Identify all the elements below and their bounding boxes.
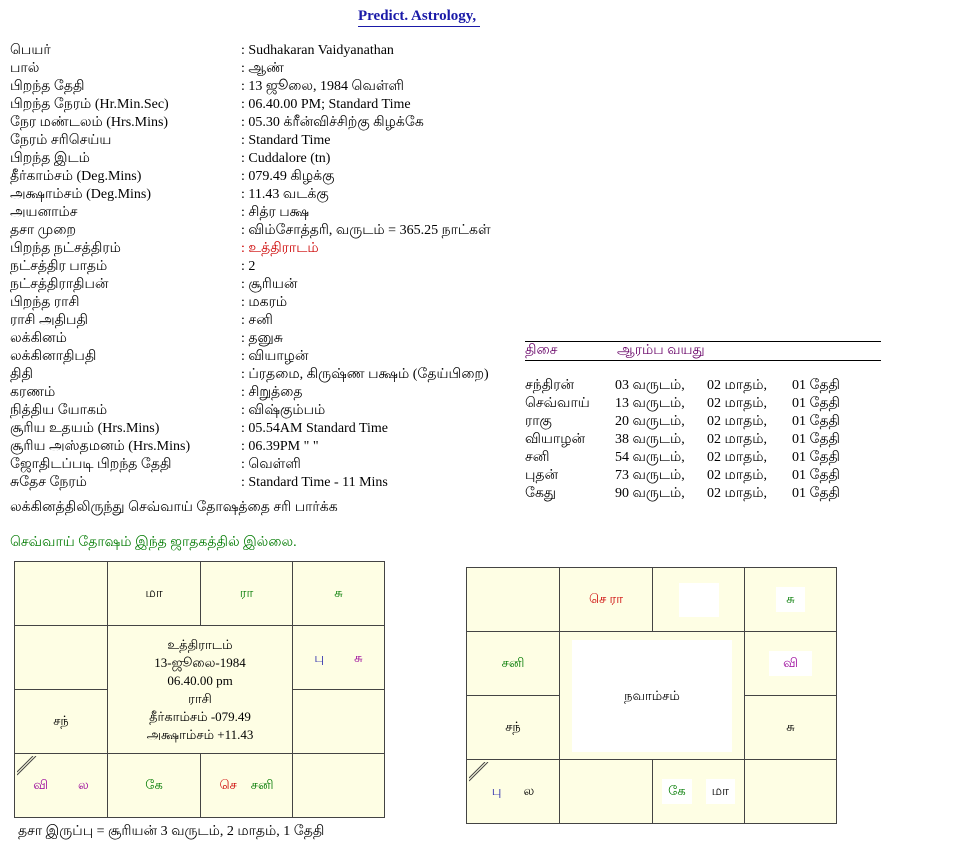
dasa-row: சந்திரன் 03 வருடம், 02 மாதம், 01 தேதி	[525, 378, 841, 393]
birth-details	[10, 42, 541, 492]
detail-row: சூரிய உதயம் (Hrs.Mins) : 05.54AM Standard Time	[10, 421, 389, 436]
detail-row: சூரிய அஸ்தமனம் (Hrs.Mins) : 06.39PM " "	[10, 439, 319, 454]
detail-row: நட்சத்திர பாதம் : 2	[10, 259, 256, 274]
detail-row: தசா முறை : விம்சோத்தரி, வருடம் = 365.25 நாட்கள்	[10, 223, 491, 238]
detail-row: ராசி அதிபதி : சனி	[10, 313, 273, 328]
navamsa-house	[559, 759, 653, 824]
dasa-row: வியாழன் 38 வருடம், 02 மாதம், 01 தேதி	[525, 432, 841, 447]
dasa-row: புதன் 73 வருடம், 02 மாதம், 01 தேதி	[525, 468, 841, 483]
detail-row: நட்சத்திராதிபன் : சூரியன்	[10, 277, 298, 292]
detail-row: ஜோதிடப்படி பிறந்த தேதி : வெள்ளி	[10, 457, 301, 472]
rasi-house: சு	[292, 561, 385, 626]
detail-row: அயனாம்ச : சித்ர பக்ஷ	[10, 205, 310, 220]
navamsa-house	[466, 567, 560, 632]
navamsa-house: கே மா	[652, 759, 745, 824]
rasi-house: சந்	[14, 689, 108, 754]
detail-row: லக்கினாதிபதி : வியாழன்	[10, 349, 309, 364]
rasi-house: பு சு	[292, 625, 385, 690]
navamsa-house: வி	[744, 631, 837, 696]
dasa-row: ராகு 20 வருடம், 02 மாதம், 01 தேதி	[525, 414, 841, 429]
detail-row: நித்திய யோகம் : விஷ்கும்பம்	[10, 403, 326, 418]
detail-row: அக்ஷாம்சம் (Deg.Mins) : 11.43 வடக்கு	[10, 187, 329, 202]
detail-row: நேர மண்டலம் (Hrs.Mins) : 05.30 க்ரீன்விச்சிற்கு கிழக்கே	[10, 115, 424, 130]
dasa-row: சனி 54 வருடம், 02 மாதம், 01 தேதி	[525, 450, 841, 465]
navamsa-chart	[467, 568, 837, 824]
page-title: Predict. Astrology,	[358, 6, 480, 27]
detail-row: கரணம் : சிறுத்தை	[10, 385, 303, 400]
dasa-table	[525, 339, 881, 503]
rasi-house-lagna: வி ல	[14, 753, 108, 818]
detail-row: பிறந்த நட்சத்திரம் : உத்திராடம்	[10, 241, 319, 256]
navamsa-centre	[559, 631, 745, 760]
navamsa-house	[652, 567, 745, 632]
detail-row: லக்கினம் : தனுசு	[10, 331, 283, 346]
dasa-table-header: திசை ஆரம்ப வயது	[525, 341, 881, 361]
navamsa-house-lagna: பு ல	[466, 759, 560, 824]
rasi-centre-info: உத்திராடம் 13-ஜூலை-1984 06.40.00 pm ராசி தீர்காம்சம் -079.49 அக்ஷாம்சம் +11.43	[107, 625, 293, 754]
dasa-row: செவ்வாய் 13 வருடம், 02 மாதம், 01 தேதி	[525, 396, 841, 411]
lagna-marker-icon	[17, 756, 37, 776]
dasa-row: கேது 90 வருடம், 02 மாதம், 01 தேதி	[525, 486, 841, 501]
navamsa-house: சு	[744, 567, 837, 632]
rasi-house	[14, 625, 108, 690]
lagna-check-note: லக்கினத்திலிருந்து செவ்வாய் தோஷத்தை சரி பார்க்க	[10, 500, 338, 515]
navamsa-house: சனி	[466, 631, 560, 696]
navamsa-house: சு	[744, 695, 837, 760]
lagna-marker-icon	[469, 762, 489, 782]
rasi-house	[14, 561, 108, 626]
dasa-balance: தசா இருப்பு = சூரியன் 3 வருடம், 2 மாதம், 1 தேதி	[18, 824, 325, 839]
detail-row: பால் : ஆண்	[10, 61, 284, 76]
detail-row: பிறந்த நேரம் (Hr.Min.Sec) : 06.40.00 PM; Standard Time	[10, 97, 411, 112]
rasi-house: மா	[107, 561, 201, 626]
detail-row: பிறந்த இடம் : Cuddalore (tn)	[10, 151, 331, 166]
navamsa-house: சந்	[466, 695, 560, 760]
detail-row: தீர்காம்சம் (Deg.Mins) : 079.49 கிழக்கு	[10, 169, 335, 184]
detail-row: பிறந்த தேதி : 13 ஜூலை, 1984 வெள்ளி	[10, 79, 404, 94]
rasi-house	[292, 753, 385, 818]
blank-patch	[679, 583, 719, 617]
rasi-house: ரா	[200, 561, 293, 626]
rasi-house	[292, 689, 385, 754]
navamsa-house	[744, 759, 837, 824]
navamsa-centre-box: நவாம்சம்	[572, 640, 732, 752]
detail-row: திதி : ப்ரதமை, கிருஷ்ண பக்ஷம் (தேய்பிறை)	[10, 367, 489, 382]
rasi-house: செ சனி	[200, 753, 293, 818]
detail-row: பிறந்த ராசி : மகரம்	[10, 295, 288, 310]
rasi-chart	[15, 562, 385, 818]
detail-row: நேரம் சரிசெய்ய : Standard Time	[10, 133, 331, 148]
navamsa-house: செ ரா	[559, 567, 653, 632]
detail-row: சுதேச நேரம் : Standard Time - 11 Mins	[10, 475, 388, 490]
rasi-house: கே	[107, 753, 201, 818]
detail-row: பெயர் : Sudhakaran Vaidyanathan	[10, 43, 394, 58]
dosha-result-note: செவ்வாய் தோஷம் இந்த ஜாதகத்தில் இல்லை.	[10, 535, 297, 550]
